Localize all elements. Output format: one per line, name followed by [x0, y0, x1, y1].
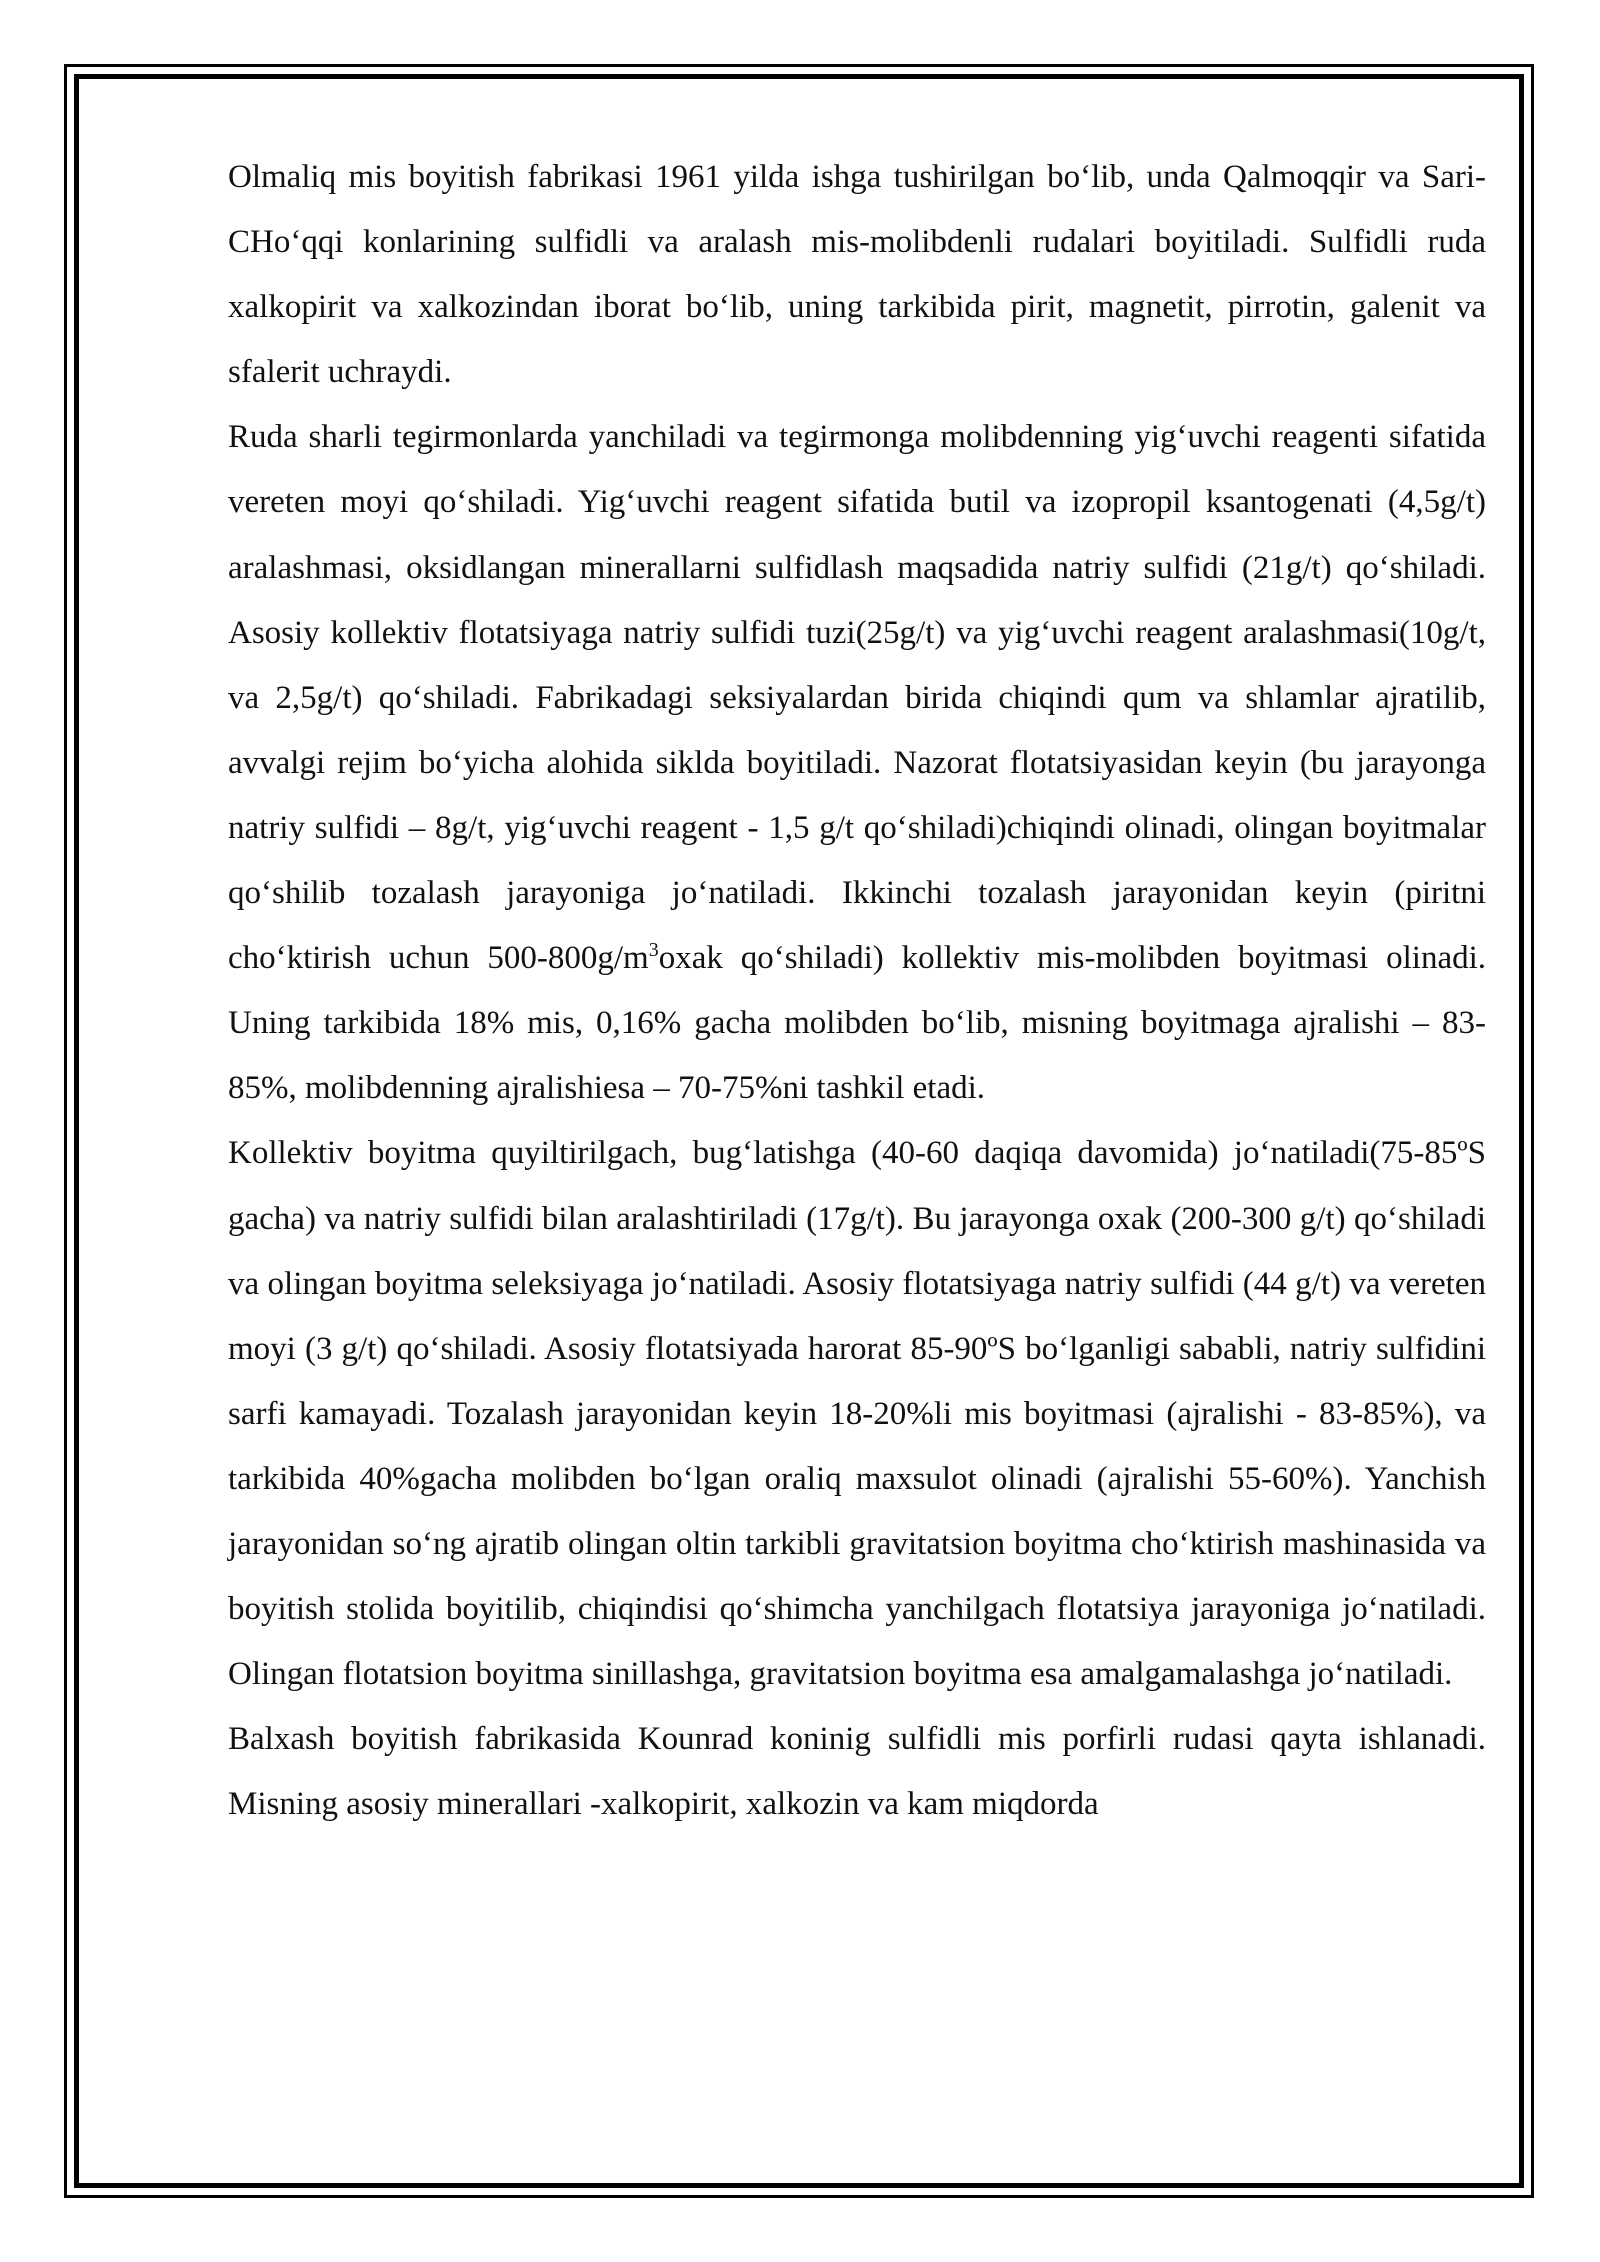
- paragraph-kollektiv: Kollektiv boyitma quyiltirilgach, bug‘latishga (40-60 daqiqa davomida) jo‘natiladi(75-85ºS gacha) va natriy sulfidi bilan aralashtiriladi (17g/t). Bu jarayonga oxak (200-300 g/t) qo‘shiladi va olingan boyitma seleksiyaga jo‘natiladi. Asosiy flotatsiyaga natriy sulfidi (44 g/t) va vereten moyi (3 g/t) qo‘shiladi. Asosiy flotatsiyada harorat 85-90ºS bo‘lganligi sababli, natriy sulfidini sarfi kamayadi. Tozalash jarayonidan keyin 18-20%li mis boyitmasi (ajralishi - 83-85%), va tarkibida 40%gacha molibden bo‘lgan oraliq maxsulot olinadi (ajralishi 55-60%). Yanchish jarayonidan so‘ng ajratib olingan oltin tarkibli gravitatsion boyitma cho‘ktirish mashinasida va boyitish stolida boyitilib, chiqindisi qo‘shimcha yanchilgach flotatsiya jarayoniga jo‘natiladi. Olingan flotatsion boyitma sinillashga, gravitatsion boyitma esa amalgamalashga jo‘natiladi.: [228, 1135, 1486, 1693]
- paragraph-ruda-part1: Ruda sharli tegirmonlarda yanchiladi va tegirmonga molibdenning yig‘uvchi reagenti sifatida vereten moyi qo‘shiladi. Yig‘uvchi reagent sifatida butil va izopropil ksantogenati (4,5g/t) aralashmasi, oksidlangan minerallarni sulfidlash maqsadida natriy sulfidi (21g/t) qo‘shiladi. Asosiy kollektiv flotatsiyaga natriy sulfidi tuzi(25g/t) va yig‘uvchi reagent aralashmasi(10g/t, va 2,5g/t) qo‘shiladi. Fabrikadagi seksiyalardan birida chiqindi qum va shlamlar ajratilib, avvalgi rejim bo‘yicha alohida siklda boyitiladi. Nazorat flotatsiyasidan keyin (bu jarayonga natriy sulfidi – 8g/t, yig‘uvchi reagent - 1,5 g/t qo‘shiladi)chiqindi olinadi, olingan boyitmalar qo‘shilib tozalash jarayoniga jo‘natiladi. Ikkinchi tozalash jarayonidan keyin (piritni cho‘ktirish uchun 500-800g/m: [228, 419, 1486, 977]
- paragraph-ruda-part2: oxak qo‘shiladi) kollektiv mis-molibden boyitmasi olinadi. Uning tarkibida 18% mis, 0,16% gacha molibden bo‘lib, misning boyitmaga ajralishi – 83-85%, molibdenning ajralishiesa – 70-75%ni tashkil etadi.: [228, 940, 1487, 1107]
- superscript-cubic: 3: [648, 939, 659, 962]
- paragraph-balxash: Balxash boyitish fabrikasida Kounrad koninig sulfidli mis porfirli rudasi qayta ishlanadi. Misning asosiy minerallari -xalkopirit, xalkozin va kam miqdorda: [228, 1721, 1486, 1823]
- document-body: [228, 145, 1486, 1837]
- paragraph-olmaliq: Olmaliq mis boyitish fabrikasi 1961 yilda ishga tushirilgan bo‘lib, unda Qalmoqqir va Sari-CHo‘qqi konlarining sulfidli va aralash mis-molibdenli rudalari boyitiladi. Sulfidli ruda xalkopirit va xalkozindan iborat bo‘lib, uning tarkibida pirit, magnetit, pirrotin, galenit va sfalerit uchraydi.: [228, 159, 1486, 391]
- paragraph-ruda: [228, 405, 1486, 1121]
